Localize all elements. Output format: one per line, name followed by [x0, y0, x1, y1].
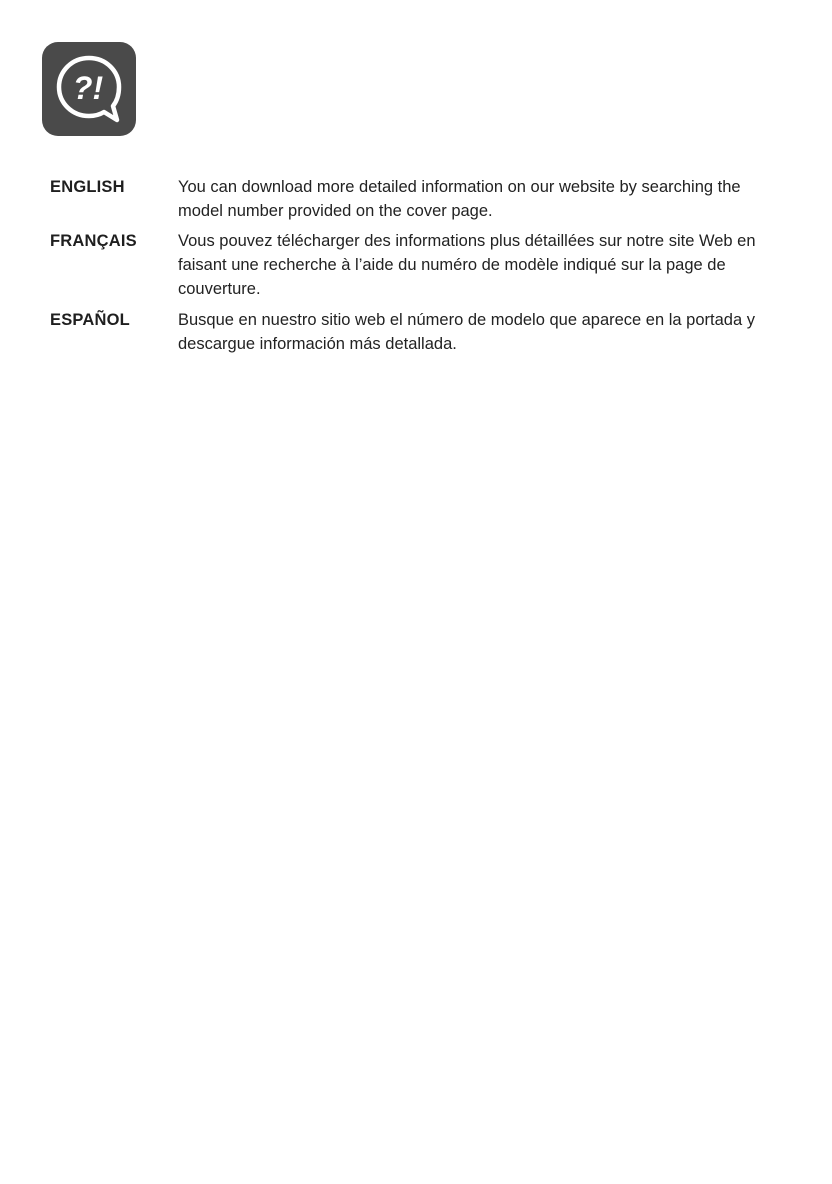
- language-text-french: Vous pouvez télécharger des informations plus détaillées sur notre site Web en faisant une recherche à l’aide du numéro de modèle indiqué sur la page de couverture.: [178, 232, 756, 298]
- entry-spanish: [50, 308, 780, 356]
- language-label-english: ENGLISH: [50, 178, 125, 196]
- entry-english: [50, 175, 780, 223]
- entry-french: [50, 229, 780, 301]
- question-exclamation-speech-bubble-icon: [42, 42, 136, 136]
- language-label-french: FRANÇAIS: [50, 232, 137, 250]
- help-glyph: ?!: [72, 70, 104, 106]
- language-text-english: You can download more detailed information on our website by searching the model number provided on the cover page.: [178, 178, 741, 220]
- language-label-spanish: ESPAÑOL: [50, 311, 130, 329]
- language-entries: [50, 175, 780, 362]
- help-speech-bubble-icon: [42, 42, 136, 136]
- language-text-spanish: Busque en nuestro sitio web el número de modelo que aparece en la portada y descargue información más detallada.: [178, 311, 755, 353]
